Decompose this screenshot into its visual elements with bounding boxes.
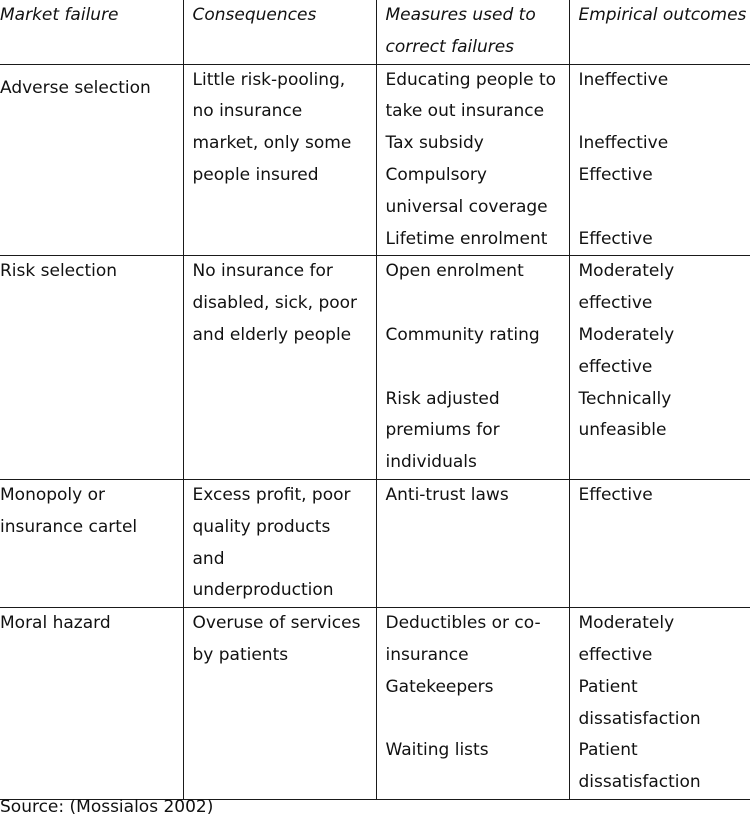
measures-cell (376, 64, 569, 256)
cell-line: Lifetime enrolment (385, 228, 548, 249)
cell-line: Adverse selection (0, 77, 151, 98)
cell-line: by patients (192, 644, 289, 665)
cell-line: Effective (578, 164, 653, 185)
header-measures (376, 0, 569, 64)
consequences-cell (183, 479, 376, 607)
cell-line: dissatisfaction (578, 708, 701, 729)
cell-line: Consequences (192, 5, 317, 25)
outcomes-cell (569, 608, 750, 800)
table-row (0, 256, 750, 480)
consequences-cell (183, 256, 376, 480)
outcomes-cell (569, 479, 750, 607)
market-failure-cell (0, 64, 183, 256)
cell-line: no insurance (192, 101, 303, 122)
cell-line: Little risk-pooling, (192, 69, 346, 90)
measures-cell (376, 479, 569, 607)
consequences-cell (183, 64, 376, 256)
cell-line: No insurance for (192, 261, 333, 282)
cell-line: market, only some (192, 133, 352, 154)
cell-line: Educating people to (385, 69, 557, 90)
cell-line: insurance (385, 644, 469, 665)
cell-line: people insured (192, 164, 319, 185)
cell-line: Excess profit, poor (192, 484, 351, 505)
cell-line: quality products (192, 516, 331, 537)
cell-line: insurance cartel (0, 516, 138, 537)
cell-line: Deductibles or co- (385, 613, 541, 634)
cell-line: Ineffective (578, 133, 669, 154)
cell-line: Compulsory (385, 164, 487, 185)
cell-line: Moderately (578, 613, 675, 634)
market-failure-cell (0, 608, 183, 800)
table-row (0, 64, 750, 256)
cell-line: Ineffective (578, 69, 669, 90)
cell-line: Risk selection (0, 261, 118, 282)
cell-line (386, 704, 569, 736)
market-failure-cell (0, 479, 183, 607)
cell-line (386, 352, 569, 384)
cell-line: Tax subsidy (385, 133, 484, 154)
cell-line: unfeasible (578, 420, 667, 441)
cell-line: Waiting lists (385, 740, 489, 761)
cell-line (386, 288, 569, 320)
cell-line: Empirical outcomes (578, 5, 747, 25)
consequences-cell (183, 608, 376, 800)
header-consequences (183, 0, 376, 64)
cell-line: Market failure (0, 5, 119, 25)
cell-line (579, 96, 750, 128)
cell-line: Risk adjusted (385, 388, 500, 409)
cell-line: and elderly people (192, 324, 352, 345)
cell-line: Patient (578, 676, 638, 697)
cell-line: individuals (385, 452, 477, 473)
cell-line: correct failures (385, 36, 515, 57)
cell-line: Monopoly or (0, 484, 106, 505)
cell-line: take out insurance (385, 101, 545, 122)
cell-line: Overuse of services (192, 613, 361, 634)
cell-line: Measures used to (385, 5, 536, 25)
cell-line: Moderately (578, 324, 675, 345)
cell-line: disabled, sick, poor (192, 293, 358, 314)
measures-cell (376, 256, 569, 480)
cell-line: Moral hazard (0, 613, 111, 634)
cell-line: universal coverage (385, 196, 548, 217)
table-header-row (0, 0, 750, 64)
cell-line: dissatisfaction (578, 772, 701, 793)
cell-line (579, 192, 750, 224)
cell-line: effective (578, 356, 653, 377)
cell-line: Community rating (385, 324, 540, 345)
cell-line: underproduction (192, 580, 334, 601)
table-row (0, 608, 750, 800)
outcomes-cell (569, 64, 750, 256)
cell-line: Patient (578, 740, 638, 761)
cell-line: and (192, 548, 225, 569)
cell-line: Anti-trust laws (385, 484, 509, 505)
table-row (0, 479, 750, 607)
outcomes-cell (569, 256, 750, 480)
source-citation: Source: (Mossialos 2002) (0, 797, 214, 817)
cell-line: Moderately (578, 261, 675, 282)
cell-line: Technically (578, 388, 672, 409)
cell-line: effective (578, 644, 653, 665)
cell-line: premiums for (385, 420, 500, 441)
cell-line: Effective (578, 484, 653, 505)
cell-line: effective (578, 293, 653, 314)
cell-line: Open enrolment (385, 261, 524, 282)
cell-line: Effective (578, 228, 653, 249)
header-market-failure (0, 0, 183, 64)
header-empirical-outcomes (569, 0, 750, 64)
market-failure-cell (0, 256, 183, 480)
measures-cell (376, 608, 569, 800)
cell-line: Gatekeepers (385, 676, 494, 697)
